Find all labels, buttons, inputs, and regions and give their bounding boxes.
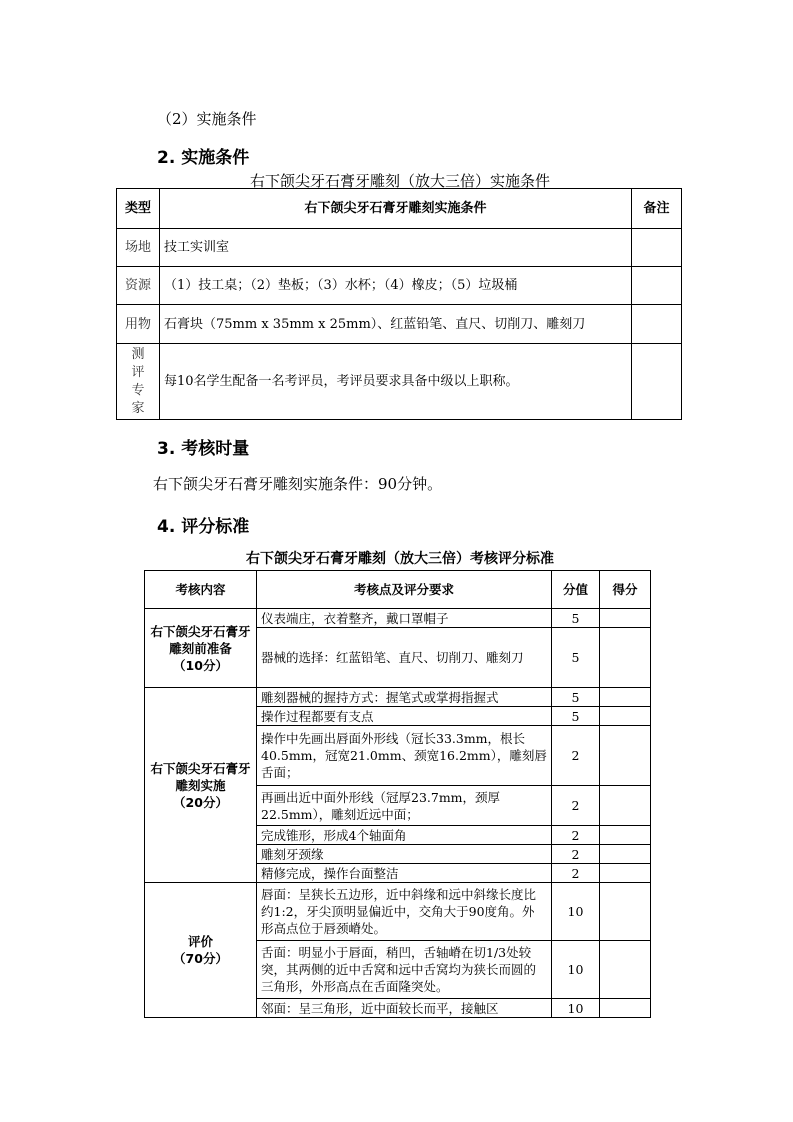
item-text: 再画出近中面外形线（冠厚23.7mm，颈厚22.5mm），雕刻近远中面；	[257, 786, 552, 826]
table-row	[117, 305, 682, 344]
item-text: 唇面：呈狭长五边形，近中斜缘和远中斜缘长度比约1:2，牙尖顶明显偏近中，交角大于90度角。外形高点位于唇颈嵴处。	[257, 883, 552, 941]
group-3-name: 评价	[187, 934, 213, 949]
item-score: 10	[552, 999, 600, 1018]
table-1-caption: 右下颌尖牙石膏牙雕刻（放大三倍）实施条件	[249, 172, 550, 190]
item-score: 2	[552, 826, 600, 845]
group-1-cell	[145, 609, 257, 688]
item-text: 器械的选择：红蓝铅笔、直尺、切削刀、雕刻刀	[257, 628, 552, 688]
table-row	[117, 229, 682, 267]
row-type: 场地	[117, 229, 160, 267]
section-4-heading: 4. 评分标准	[157, 517, 250, 537]
scoring-header-row	[145, 571, 651, 609]
item-got	[600, 864, 651, 883]
row-note	[632, 344, 682, 420]
time-text: 右下颌尖牙石膏牙雕刻实施条件：90分钟。	[153, 475, 443, 493]
group-1-points: （10分）	[173, 657, 228, 673]
header-conditions: 右下颌尖牙石膏牙雕刻实施条件	[160, 189, 632, 229]
item-got	[600, 707, 651, 726]
intro-text: （2）实施条件	[157, 110, 257, 128]
row-note	[632, 229, 682, 267]
item-text: 操作中先画出唇面外形线（冠长33.3mm，根长40.5mm，冠宽21.0mm、颈宽16.2mm），雕刻唇舌面；	[257, 726, 552, 786]
item-got	[600, 826, 651, 845]
row-condition: 每10名学生配备一名考评员，考评员要求具备中级以上职称。	[160, 344, 632, 420]
item-text: 雕刻器械的握持方式：握笔式或掌拇指握式	[257, 688, 552, 707]
item-text: 邻面：呈三角形，近中面较长而平，接触区	[257, 999, 552, 1018]
row-note	[632, 305, 682, 344]
item-score: 2	[552, 726, 600, 786]
header-got: 得分	[600, 571, 651, 609]
item-text: 仪表端庄，衣着整齐，戴口罩帽子	[257, 609, 552, 628]
item-got	[600, 609, 651, 628]
item-score: 10	[552, 941, 600, 999]
item-got	[600, 999, 651, 1018]
group-2-name: 右下颌尖牙石膏牙雕刻实施	[150, 760, 251, 793]
item-got	[600, 941, 651, 999]
row-condition: 石膏块（75mm x 35mm x 25mm）、红蓝铅笔、直尺、切削刀、雕刻刀	[160, 305, 632, 344]
table-row	[117, 344, 682, 420]
item-got	[600, 786, 651, 826]
row-type: 资源	[117, 267, 160, 305]
item-got	[600, 726, 651, 786]
item-got	[600, 883, 651, 941]
item-score: 5	[552, 707, 600, 726]
group-2-points: （20分）	[173, 794, 228, 810]
item-score: 5	[552, 688, 600, 707]
row-condition: 技工实训室	[160, 229, 632, 267]
group-3-points: （70分）	[173, 951, 228, 966]
scoring-table	[144, 570, 651, 1018]
item-score: 2	[552, 845, 600, 864]
table-row	[117, 267, 682, 305]
table-row	[145, 883, 651, 941]
header-type: 类型	[117, 189, 160, 229]
header-points: 考核点及评分要求	[257, 571, 552, 609]
item-text: 舌面：明显小于唇面，稍凹，舌轴嵴在切1/3处较突，其两侧的近中舌窝和远中舌窝均为狭长而圆的三角形，外形高点在舌面隆突处。	[257, 941, 552, 999]
section-3-heading: 3. 考核时量	[157, 439, 250, 459]
group-3-cell	[145, 883, 257, 1018]
conditions-header-row	[117, 189, 682, 229]
item-got	[600, 688, 651, 707]
item-score: 5	[552, 609, 600, 628]
row-condition: （1）技工桌；（2）垫板；（3）水杯；（4）橡皮；（5）垃圾桶	[160, 267, 632, 305]
row-note	[632, 267, 682, 305]
item-text: 操作过程都要有支点	[257, 707, 552, 726]
item-text: 雕刻牙颈缘	[257, 845, 552, 864]
item-text: 完成锥形，形成4个轴面角	[257, 826, 552, 845]
group-2-cell	[145, 688, 257, 883]
row-type: 用物	[117, 305, 160, 344]
table-2-caption: 右下颌尖牙石膏牙雕刻（放大三倍）考核评分标准	[246, 551, 554, 567]
conditions-table	[116, 188, 682, 420]
table-row	[145, 609, 651, 628]
header-note: 备注	[632, 189, 682, 229]
row-type: 测评专家	[117, 344, 160, 420]
item-got	[600, 628, 651, 688]
header-score: 分值	[552, 571, 600, 609]
item-got	[600, 845, 651, 864]
item-score: 5	[552, 628, 600, 688]
item-score: 2	[552, 786, 600, 826]
section-2-heading: 2. 实施条件	[157, 148, 250, 168]
item-score: 2	[552, 864, 600, 883]
item-text: 精修完成，操作台面整洁	[257, 864, 552, 883]
item-score: 10	[552, 883, 600, 941]
table-row	[145, 688, 651, 707]
group-1-name: 右下颌尖牙石膏牙雕刻前准备	[150, 623, 251, 656]
header-content: 考核内容	[145, 571, 257, 609]
